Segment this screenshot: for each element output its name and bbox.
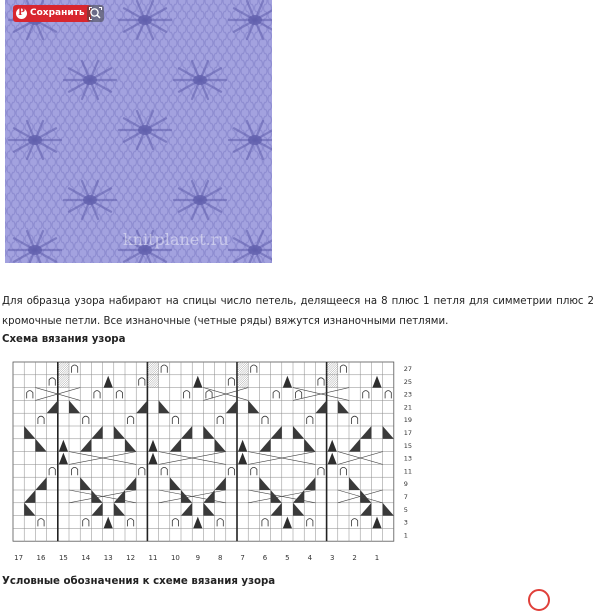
knitting-chart xyxy=(0,355,420,570)
pattern-photo xyxy=(5,0,272,263)
column-label: 13 xyxy=(103,554,113,563)
row-label: 27 xyxy=(403,364,413,373)
row-label: 15 xyxy=(403,441,413,450)
column-label: 10 xyxy=(170,554,180,563)
pinterest-save-button[interactable] xyxy=(13,5,91,22)
row-label: 17 xyxy=(403,428,413,437)
row-label: 11 xyxy=(403,467,413,476)
chart-heading: Схема вязания узора xyxy=(2,334,126,345)
pattern-description: Для образца узора набирают на спицы число петель, делящееся на 8 плюс 1 петля для симметрии плюс 2 кромочные петли. Все изнаночные (четные ряды) вяжутся изнаночными петлями. xyxy=(2,296,594,327)
photo-watermark: knitplanet.ru xyxy=(123,230,229,249)
scroll-circle-button[interactable] xyxy=(528,589,550,611)
column-label: 16 xyxy=(36,554,46,563)
zoom-icon xyxy=(87,5,104,22)
column-label: 14 xyxy=(81,554,91,563)
row-label: 21 xyxy=(403,403,413,412)
save-label: Сохранить xyxy=(30,8,85,18)
column-label: 3 xyxy=(329,554,335,563)
row-label: 1 xyxy=(403,531,408,540)
column-label: 7 xyxy=(240,554,245,563)
row-labels xyxy=(404,365,412,539)
column-label: 15 xyxy=(58,554,68,563)
zoom-button[interactable] xyxy=(87,5,104,22)
row-label: 7 xyxy=(403,492,408,501)
row-label: 23 xyxy=(403,390,413,399)
column-labels xyxy=(14,554,379,562)
knitting-chart-svg xyxy=(0,355,420,570)
column-label: 12 xyxy=(126,554,136,563)
knit-texture xyxy=(5,0,272,263)
column-label: 5 xyxy=(285,554,290,563)
column-label: 11 xyxy=(148,554,158,563)
legend-heading: Условные обозначения к схеме вязания узора xyxy=(2,576,276,587)
row-label: 9 xyxy=(403,480,408,489)
column-label: 17 xyxy=(14,554,24,563)
column-label: 2 xyxy=(352,554,357,563)
row-label: 3 xyxy=(403,518,408,527)
column-label: 4 xyxy=(307,554,313,563)
column-label: 9 xyxy=(195,554,201,563)
pinterest-icon: P xyxy=(16,8,27,19)
column-label: 8 xyxy=(217,554,223,563)
row-label: 13 xyxy=(403,454,413,463)
row-label: 19 xyxy=(403,416,413,425)
column-label: 6 xyxy=(262,554,268,563)
row-label: 5 xyxy=(403,505,408,514)
row-label: 25 xyxy=(403,377,413,386)
column-label: 1 xyxy=(374,554,380,563)
